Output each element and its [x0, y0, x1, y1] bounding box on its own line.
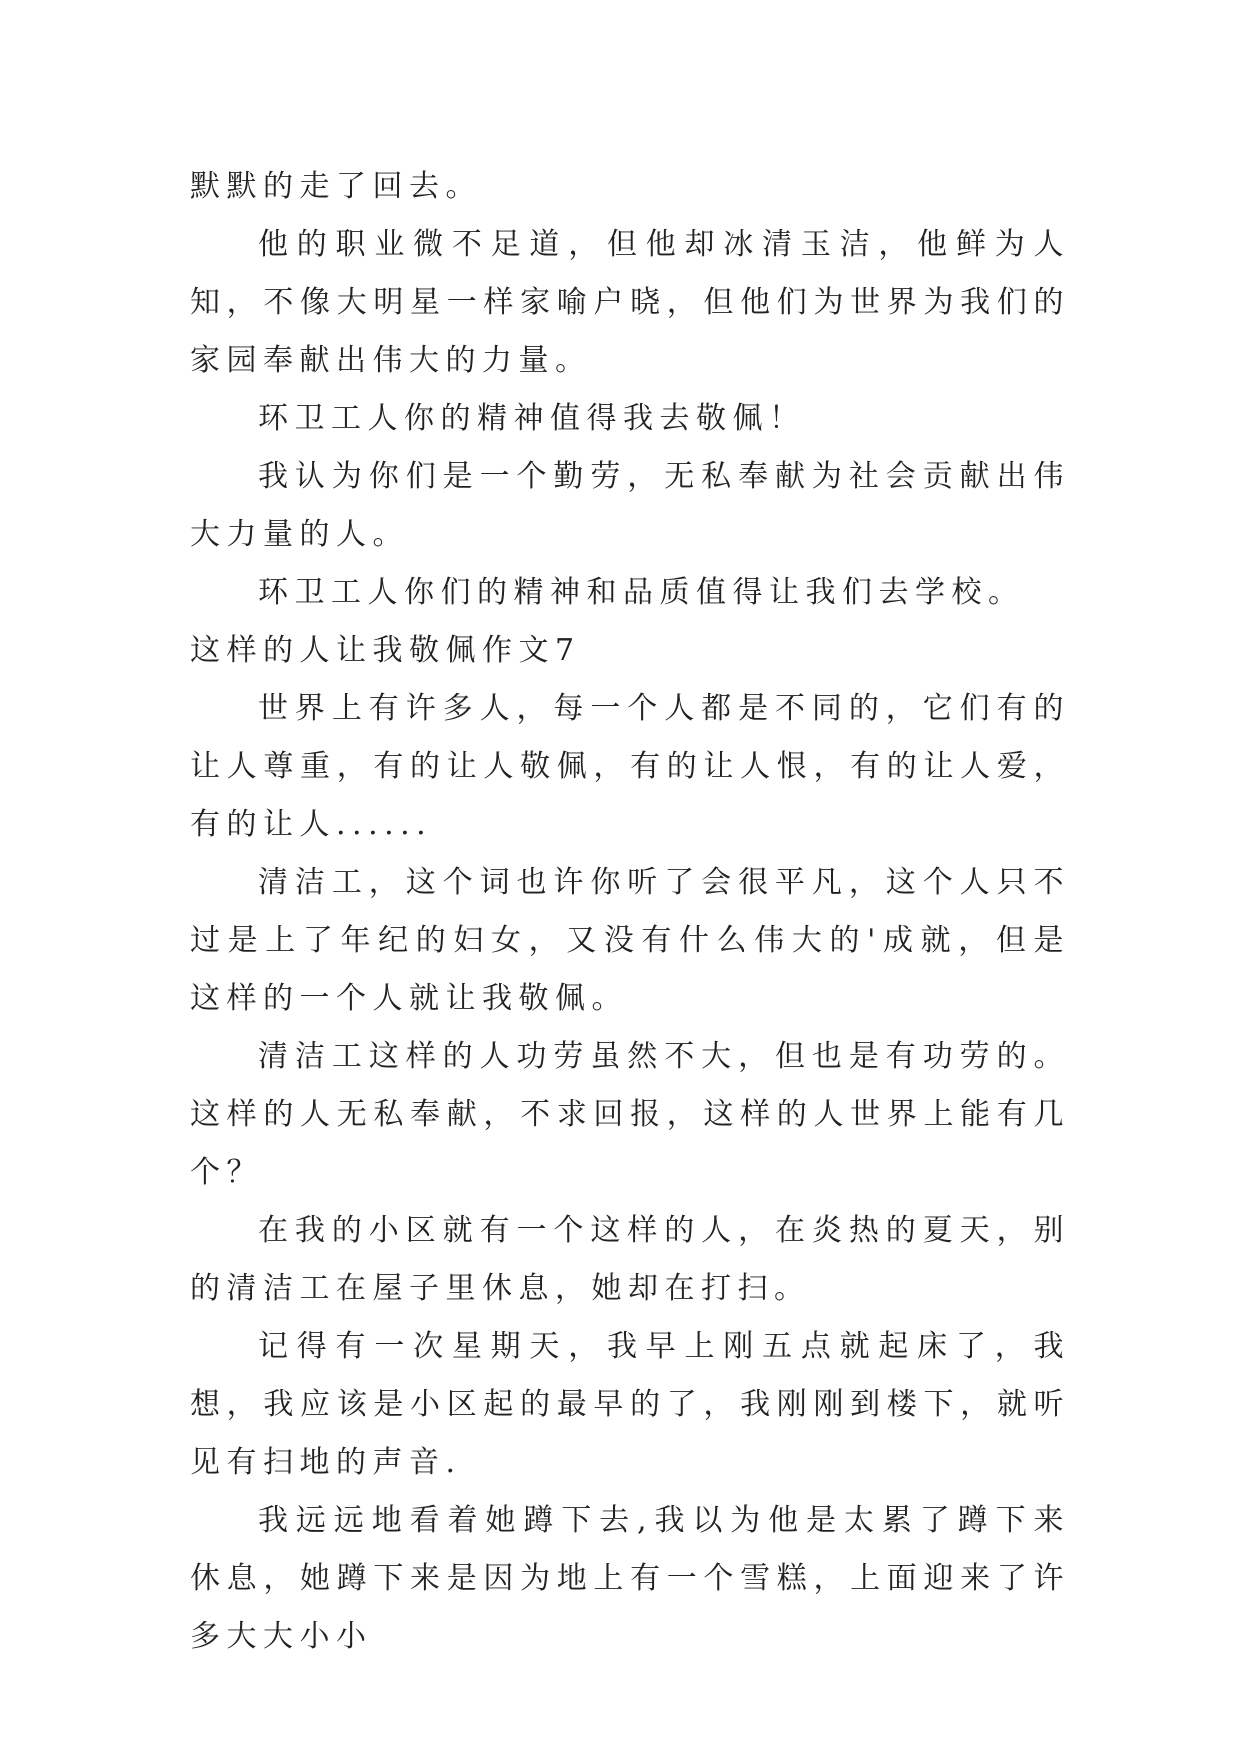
- paragraph-admiration: 环卫工人你的精神值得我去敬佩！: [258, 401, 806, 436]
- paragraph-neighborhood: 在我的小区就有一个这样的人，在炎热的夏天，别的清洁工在屋子里休息，她却在打扫。: [190, 1213, 1070, 1306]
- paragraph-profession: 他的职业微不足道，但他却冰清玉洁，他鲜为人知，不像大明星一样家喻户晓，但他们为世界为我们的家园奉献出伟大的力量。: [190, 227, 1070, 378]
- paragraph-cleaner: 清洁工，这个词也许你听了会很平凡，这个人只不过是上了年纪的妇女，又没有什么伟大的'成就，但是这样的一个人就让我敬佩。: [190, 865, 1070, 1016]
- paragraph-quality: 环卫工人你们的精神和品质值得让我们去学校。: [258, 575, 1025, 610]
- document-page: [190, 158, 1070, 1666]
- paragraph-opinion: 我认为你们是一个勤劳，无私奉献为社会贡献出伟大力量的人。: [190, 459, 1070, 552]
- essay-heading: 这样的人让我敬佩作文7: [190, 633, 581, 668]
- paragraph-icecream: 我远远地看着她蹲下去,我以为他是太累了蹲下来休息，她蹲下来是因为地上有一个雪糕，上面迎来了许多大大小小: [190, 1503, 1070, 1654]
- paragraph-ending: 默默的走了回去。: [190, 169, 482, 204]
- paragraph-intro: 世界上有许多人，每一个人都是不同的，它们有的让人尊重，有的让人敬佩，有的让人恨，有的让人爱，有的让人......: [190, 691, 1070, 842]
- paragraph-sunday: 记得有一次星期天，我早上刚五点就起床了，我想，我应该是小区起的最早的了，我刚刚到楼下，就听见有扫地的声音.: [190, 1329, 1070, 1480]
- paragraph-contribution: 清洁工这样的人功劳虽然不大，但也是有功劳的。这样的人无私奉献，不求回报，这样的人世界上能有几个？: [190, 1039, 1070, 1190]
